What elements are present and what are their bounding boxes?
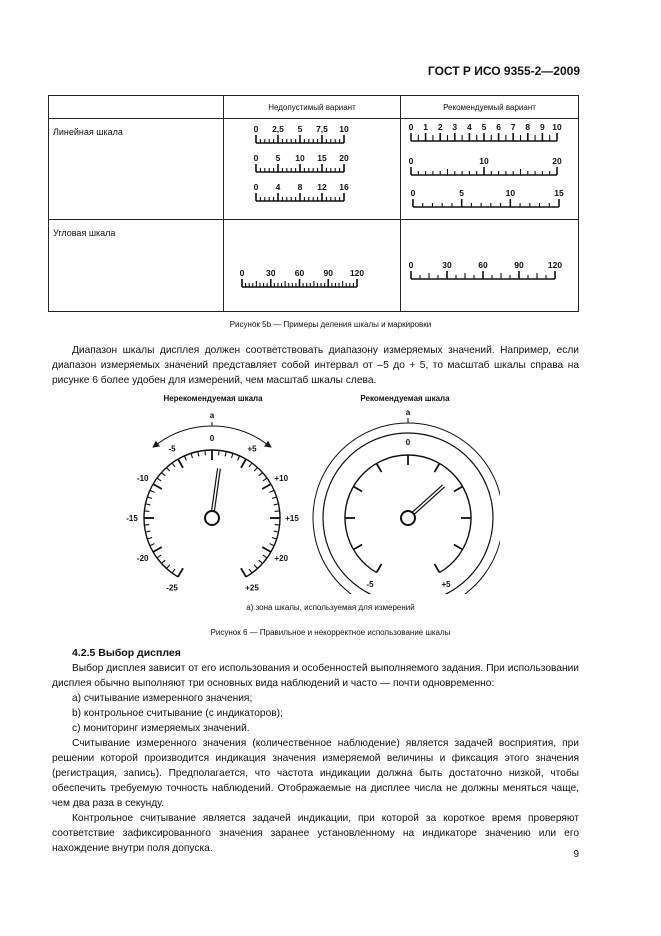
dial-tick <box>153 484 162 489</box>
dial-tick <box>147 537 152 539</box>
left-dial-title: Нерекомендуемая шкала <box>163 394 263 403</box>
dial-tick <box>377 564 382 573</box>
good-scale-2-label: 20 <box>552 156 562 166</box>
section-paragraph-1: Выбор дисплея зависит от его использования и особенностей выполняемого задания. При использовании дисплея обычно выполняют три основных вида наблюдений и часто — почти одновременно: <box>52 663 579 689</box>
zone-marker-label: a <box>209 411 215 420</box>
bad-angular-cell <box>224 220 401 312</box>
dial-tick <box>150 490 155 492</box>
bad-scale-2-label: 0 <box>253 153 259 163</box>
dial-tick <box>144 525 149 526</box>
good-scale-1-label: 10 <box>552 122 562 132</box>
dial-label: -5 <box>168 444 176 454</box>
good-scale-1-label: 5 <box>481 122 487 132</box>
dial-tick <box>274 504 279 505</box>
bad-scale-1-label: 7,5 <box>316 124 328 134</box>
dial-tick <box>178 568 183 577</box>
dial-label: +25 <box>245 583 259 593</box>
figure-6-caption: Рисунок 6 — Правильное и некорректное использование шкалы <box>210 628 451 637</box>
row-linear-label: Линейная шкала <box>49 119 224 220</box>
dial-tick <box>435 463 440 472</box>
dial-label: 0 <box>209 434 215 443</box>
bad-scale-2-label: 20 <box>339 153 349 163</box>
dial-tick <box>454 545 463 550</box>
dial-tick <box>145 531 150 532</box>
dial-tick <box>270 490 275 492</box>
good-scale-3-label: 10 <box>505 188 516 198</box>
good-angular-label: 90 <box>514 260 524 270</box>
dial-tick <box>198 451 199 456</box>
list-item-b: b) контрольное считывание (с индикаторов); <box>72 708 283 719</box>
dial-tick <box>263 555 267 558</box>
dial-tick <box>249 569 252 573</box>
dial-label: -5 <box>366 579 374 589</box>
right-dial-title: Рекомендуемая шкала <box>360 394 450 403</box>
dial-tick <box>272 537 277 539</box>
dial-tick <box>166 467 169 471</box>
good-scale-2-label: 0 <box>408 156 414 166</box>
section-4-2-5 <box>52 646 579 856</box>
dial-tick <box>263 478 267 481</box>
good-angular-label: 60 <box>478 260 488 270</box>
bad-angular-label: 60 <box>294 268 305 278</box>
dial-tick <box>225 451 226 456</box>
row-angular-label: Угловая шкала <box>49 220 224 312</box>
good-scale-3-label: 5 <box>459 188 465 198</box>
good-scale-1-label: 0 <box>408 122 414 132</box>
good-scale-2-label: 10 <box>479 156 489 166</box>
col-bad-header: Недопустимый вариант <box>224 96 401 119</box>
good-scale-1-label: 1 <box>423 122 428 132</box>
dial-tick <box>184 456 186 461</box>
good-angular-label: 120 <box>547 260 563 270</box>
dial-tick <box>275 525 280 526</box>
dial-tick <box>274 531 279 532</box>
bad-scale-2-label: 15 <box>317 153 327 163</box>
dial-label: -25 <box>166 583 178 593</box>
dial-tick <box>262 547 271 552</box>
bad-scale-1-label: 2,5 <box>272 124 284 134</box>
bad-angular-label: 90 <box>323 268 333 278</box>
zone-marker-label: a <box>405 408 411 417</box>
dial-tick <box>275 511 280 512</box>
dial-tick <box>161 472 165 475</box>
recommended-dial <box>313 408 500 594</box>
good-angular-label: 0 <box>408 260 414 270</box>
dial-hub <box>205 511 219 525</box>
dial-tick <box>435 564 440 573</box>
dial-tick <box>161 560 165 563</box>
good-angular-scale <box>401 220 578 306</box>
bad-scale-2-label: 5 <box>275 153 281 163</box>
dial-tick <box>270 544 275 546</box>
dial-tick <box>153 547 162 552</box>
section-paragraph-2: Считывание измеренного значения (количественное наблюдение) является задачей восприятия, при решении которой производится индикация значения измеряемой величины и фиксация этого значения (регистрация, запись). Предполагается, что частота индикации должна быть достаточно низкой, чтобы обеспечить требуемую точность наблюдений. Отображаемые на дисплее числа не должны меняться чаще, чем два раза в секунду. <box>52 738 579 809</box>
not-recommended-dial <box>126 411 299 592</box>
good-scale-1-label: 7 <box>510 122 516 132</box>
good-scale-3-label: 15 <box>554 188 564 198</box>
bad-scale-1-label: 5 <box>297 124 303 134</box>
dial-tick <box>377 463 382 472</box>
dial-label: -20 <box>136 554 149 563</box>
figure-5b-caption: Рисунок 5b — Примеры деления шкалы и маркировки <box>229 320 432 329</box>
dial-tick <box>191 453 193 458</box>
list-item-c: c) мониторинг измеряемых значений. <box>72 723 250 734</box>
list-item-a: a) считывание измеренного значения; <box>72 693 253 704</box>
dial-tick <box>238 456 240 461</box>
good-scale-1-label: 3 <box>452 122 458 132</box>
measurement-zone-arc <box>313 423 500 594</box>
dial-hub <box>401 511 415 525</box>
dial-tick <box>166 565 169 569</box>
dial-label: -10 <box>136 474 149 483</box>
dial-tick <box>172 569 175 573</box>
paragraph-scale-range <box>52 343 579 388</box>
bad-linear-scales <box>224 119 400 214</box>
bad-angular-label: 120 <box>349 268 365 278</box>
bad-scale-2-label: 10 <box>295 153 305 163</box>
good-scale-1-label: 4 <box>467 122 472 132</box>
dial-tick <box>157 555 161 558</box>
dial-tick <box>205 450 206 455</box>
dial-label: +15 <box>285 514 299 523</box>
table-corner <box>49 96 224 119</box>
good-linear-cell <box>401 119 579 220</box>
dial-tick <box>241 568 246 577</box>
dial-tick <box>241 459 246 468</box>
dial-tick <box>454 487 463 492</box>
good-scale-3-label: 0 <box>410 188 416 198</box>
dial-tick <box>259 560 263 563</box>
section-paragraph-3: Контрольное считывание является задачей индикации, при которой за короткое время проверяют соответствие зафиксированного значения заранее установленному на индикаторе значению или его нахождение внутри поля допуска. <box>52 813 579 854</box>
dial-tick <box>219 450 220 455</box>
bad-angular-label: 30 <box>266 268 276 278</box>
bad-scale-3-label: 16 <box>339 182 349 192</box>
paragraph-text: Диапазон шкалы дисплея должен соответствовать диапазону измеряемых значений. Например, если диапазон измеряемых значений представляет собой интервал от –5 до + 5, то масштаб шкалы справа на рисунке 6 более удобен для измерений, чем масштаб шкалы слева. <box>52 345 579 386</box>
dial-tick <box>262 484 271 489</box>
dial-tick <box>254 467 257 471</box>
dial-tick <box>272 497 277 499</box>
good-scale-1-label: 8 <box>525 122 531 132</box>
dial-label: +20 <box>274 554 289 563</box>
col-good-header: Рекомендуемый вариант <box>401 96 579 119</box>
dial-tick <box>178 459 183 468</box>
good-scale-1-label: 6 <box>496 122 501 132</box>
bad-angular-scale <box>224 220 400 306</box>
bad-angular-label: 0 <box>239 268 245 278</box>
dial-tick <box>231 453 233 458</box>
document-header: ГОСТ Р ИСО 9355-2—2009 <box>427 64 580 78</box>
zone-arrow-right <box>264 441 272 448</box>
bad-scale-3-label: 8 <box>297 182 303 192</box>
dial-tick <box>249 463 252 467</box>
figure-6-note: а) зона шкалы, используемая для измерений <box>246 603 415 612</box>
bad-scale-1-label: 0 <box>253 124 259 134</box>
page-number: 9 <box>573 849 579 860</box>
zone-arrow-left <box>152 441 160 448</box>
dial-tick <box>144 511 149 512</box>
good-angular-label: 30 <box>442 260 452 270</box>
dial-tick <box>172 463 175 467</box>
dial-label: +5 <box>441 579 451 589</box>
dial-tick <box>254 565 257 569</box>
good-scale-1-label: 9 <box>540 122 545 132</box>
section-heading: 4.2.5 Выбор дисплея <box>72 647 181 659</box>
good-linear-scales <box>401 119 578 214</box>
dial-tick <box>150 544 155 546</box>
dial-tick <box>145 504 150 505</box>
dial-label: +5 <box>247 444 257 454</box>
dial-tick <box>147 497 152 499</box>
dial-tick <box>157 478 161 481</box>
bad-scale-3-label: 4 <box>275 182 281 192</box>
dial-tick <box>259 472 263 475</box>
dial-tick <box>353 487 362 492</box>
dials-figure <box>120 402 500 594</box>
scale-examples-table <box>48 95 579 312</box>
dial-label: +10 <box>274 474 289 483</box>
bad-linear-cell <box>224 119 401 220</box>
dial-label: -15 <box>126 514 138 523</box>
bad-scale-3-label: 0 <box>253 182 259 192</box>
good-scale-1-label: 2 <box>437 122 443 132</box>
good-angular-cell <box>401 220 579 312</box>
dial-label: 0 <box>405 438 411 447</box>
dial-tick <box>353 545 362 550</box>
bad-scale-3-label: 12 <box>317 182 327 192</box>
bad-scale-1-label: 10 <box>339 124 349 134</box>
